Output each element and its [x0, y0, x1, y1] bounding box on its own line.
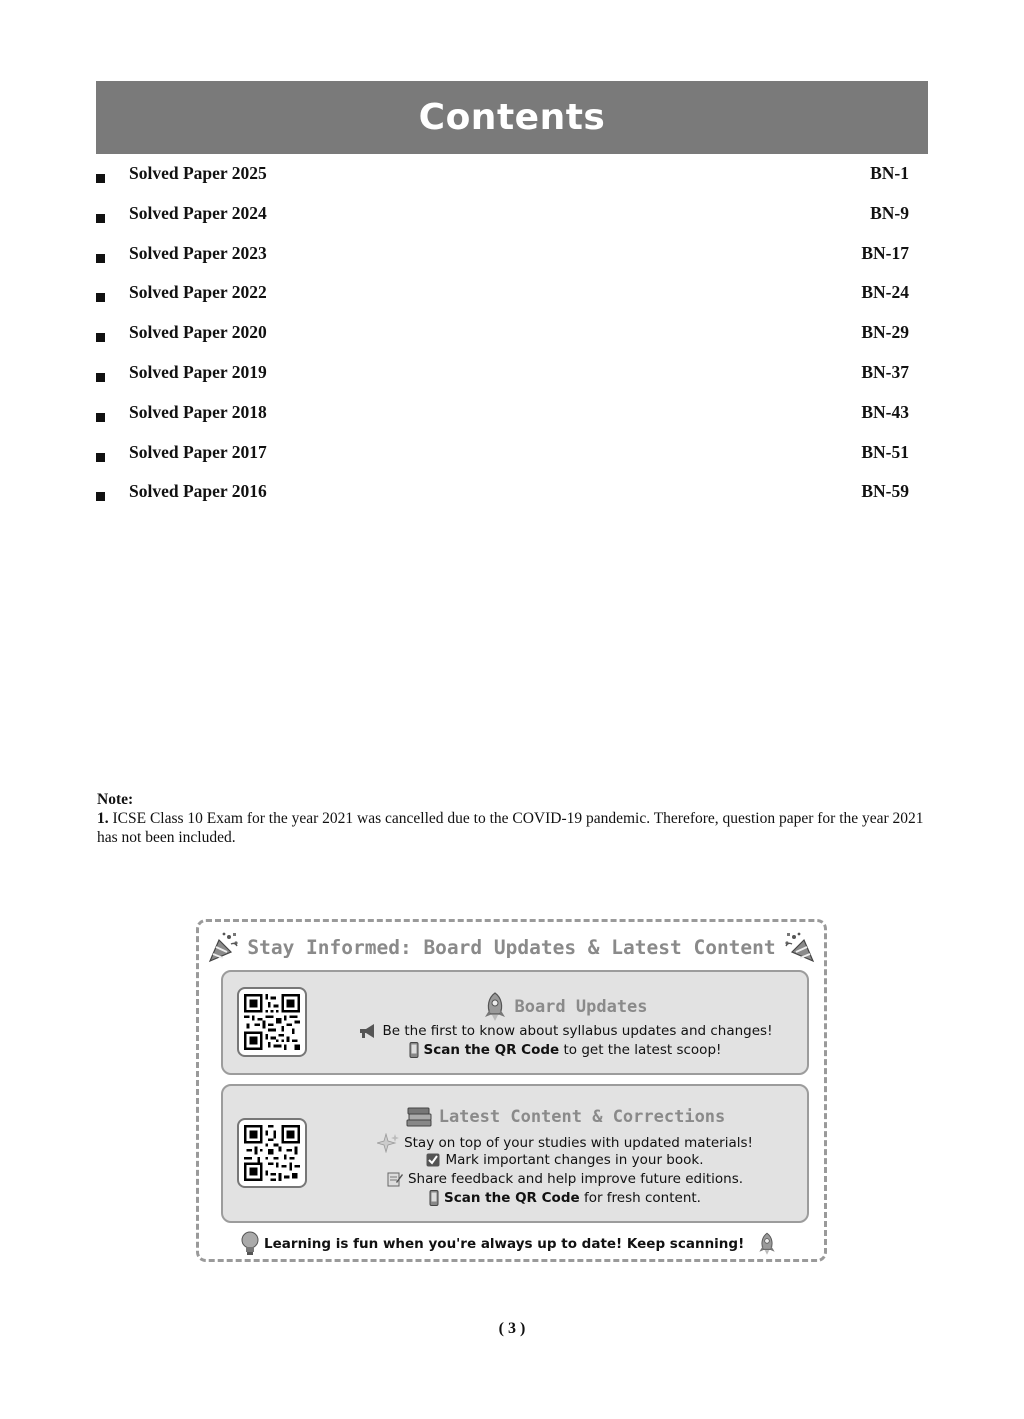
toc-title: Solved Paper 2025: [129, 163, 267, 183]
bullet-icon: [96, 293, 105, 302]
board-updates-line-2: Scan the QR Code to get the latest scoop!: [323, 1042, 807, 1058]
checkbox-icon: [426, 1153, 440, 1167]
bullet-icon: [96, 254, 105, 263]
toc-row[interactable]: [96, 478, 909, 518]
toc-page: BN-51: [861, 441, 909, 462]
mobile-phone-icon: [409, 1042, 419, 1058]
toc-title: Solved Paper 2022: [129, 282, 267, 303]
memo-icon: [387, 1171, 403, 1187]
note-section: [97, 790, 930, 847]
mobile-phone-icon: [429, 1190, 439, 1206]
latest-content-heading-text: Latest Content & Corrections: [438, 1107, 726, 1127]
toc-row[interactable]: [96, 399, 909, 439]
toc-page: BN-43: [861, 401, 909, 422]
info-box: [196, 919, 827, 1262]
toc-row[interactable]: [96, 240, 909, 280]
toc-page: BN-1: [870, 163, 909, 183]
toc-title: Solved Paper 2019: [129, 361, 267, 382]
toc-title: Solved Paper 2018: [129, 401, 267, 422]
toc-page: BN-24: [861, 282, 909, 303]
latest-content-heading: [323, 1106, 807, 1128]
toc-page: BN-37: [861, 361, 909, 382]
latest-content-line-4: Scan the QR Code for fresh content.: [323, 1190, 807, 1206]
sparkles-icon: [377, 1133, 399, 1153]
page-number: ( 3 ): [498, 1320, 526, 1337]
note-number: 1.: [97, 810, 109, 827]
bullet-icon: [96, 333, 105, 342]
toc-row[interactable]: [96, 359, 909, 399]
toc-page: BN-17: [861, 242, 909, 263]
toc-page: BN-29: [861, 322, 909, 343]
board-updates-line-1: Be the first to know about syllabus updates and changes!: [323, 1023, 807, 1039]
qr-code[interactable]: [237, 987, 307, 1057]
board-updates-heading: [323, 992, 807, 1022]
latest-content-panel: [221, 1084, 809, 1223]
board-updates-panel: [221, 970, 809, 1075]
rocket-icon: [482, 992, 508, 1022]
bullet-icon: [96, 174, 105, 183]
note-label: Note:: [97, 791, 134, 808]
contents-header: [96, 81, 928, 154]
bullet-icon: [96, 492, 105, 501]
toc-title: Solved Paper 2017: [129, 441, 267, 462]
bullet-icon: [96, 214, 105, 223]
lightbulb-icon: [241, 1231, 259, 1257]
qr-code[interactable]: [237, 1118, 307, 1188]
table-of-contents: [96, 160, 909, 518]
toc-row[interactable]: [96, 200, 909, 240]
megaphone-icon: [358, 1023, 378, 1039]
toc-page: BN-9: [870, 202, 909, 223]
toc-title: Solved Paper 2023: [129, 242, 267, 263]
note-text: ICSE Class 10 Exam for the year 2021 was cancelled due to the COVID-19 pandemic. Therefore, question paper for the year 2021 has not been included.: [97, 810, 924, 846]
toc-title: Solved Paper 2020: [129, 322, 267, 343]
toc-title: Solved Paper 2016: [129, 481, 267, 502]
bullet-icon: [96, 453, 105, 462]
latest-content-line-1: Stay on top of your studies with updated materials!: [323, 1133, 807, 1153]
books-icon: [405, 1106, 433, 1128]
toc-title: Solved Paper 2024: [129, 202, 267, 223]
toc-page: BN-59: [861, 481, 909, 502]
rocket-icon: [757, 1232, 777, 1256]
toc-row[interactable]: [96, 319, 909, 359]
page-title: Contents: [418, 97, 606, 138]
bullet-icon: [96, 373, 105, 382]
toc-row[interactable]: [96, 439, 909, 479]
board-updates-heading-text: Board Updates: [514, 997, 648, 1017]
toc-row[interactable]: [96, 160, 909, 200]
info-box-footer: Learning is fun when you're always up to date! Keep scanning!: [199, 1231, 824, 1257]
info-box-title: Stay Informed: Board Updates & Latest Content: [247, 936, 776, 959]
bullet-icon: [96, 413, 105, 422]
toc-row[interactable]: [96, 279, 909, 319]
latest-content-line-2: Mark important changes in your book.: [323, 1152, 807, 1168]
latest-content-line-3: Share feedback and help improve future editions.: [323, 1171, 807, 1187]
